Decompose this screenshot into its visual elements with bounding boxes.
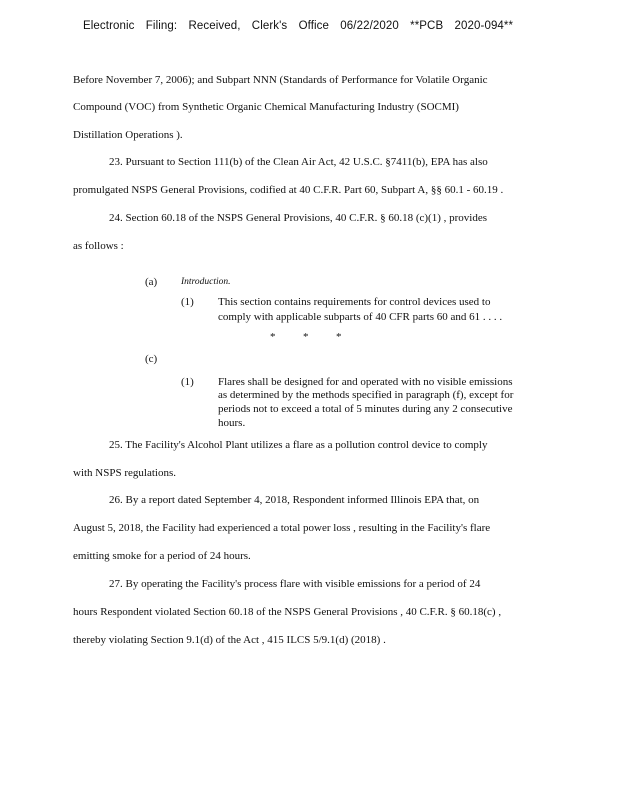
quote-c1-line-1: Flares shall be designed for and operated with no visible emissions [218,376,513,388]
para-25-line-1: 25. The Facility's Alcohol Plant utilizes a flare as a pollution control device to comply [109,439,488,451]
para-23-line-1: 23. Pursuant to Section 111(b) of the Clean Air Act, 42 U.S.C. §7411(b), EPA has also [109,156,488,168]
para-26-line-3: emitting smoke for a period of 24 hours. [73,550,251,562]
quote-a1-label: (1) [181,296,194,308]
para-23-line-2: promulgated NSPS General Provisions, codified at 40 C.F.R. Part 60, Subpart A, §§ 60.1 - 60.19 . [73,184,504,196]
quote-ellipsis: * * * [270,331,342,343]
para-27-line-2: hours Respondent violated Section 60.18 of the NSPS General Provisions , 40 C.F.R. § 60.18(c) , [73,606,502,618]
para-25-line-2: with NSPS regulations. [73,467,176,479]
quote-a1-line-1: This section contains requirements for control devices used to [218,296,491,308]
para-26-line-2: August 5, 2018, the Facility had experienced a total power loss , resulting in the Facility's flare [73,522,491,534]
para-24-line-2: as follows : [73,240,124,252]
para-24-line-1: 24. Section 60.18 of the NSPS General Provisions, 40 C.F.R. § 60.18 (c)(1) , provides [109,212,487,224]
quote-c1-line-3: periods not to exceed a total of 5 minutes during any 2 consecutive [218,403,513,415]
intro-line-3: Distillation Operations ). [73,129,183,141]
quote-c1-label: (1) [181,376,194,388]
quote-a-label: (a) [145,276,158,288]
quote-c1-line-4: hours. [218,417,246,429]
page-header: Electronic Filing: Received, Clerk's Office 06/22/2020 **PCB 2020-094** [83,20,514,32]
quote-c-label: (c) [145,353,158,365]
intro-line-2: Compound (VOC) from Synthetic Organic Chemical Manufacturing Industry (SOCMI) [73,101,459,113]
para-26-line-1: 26. By a report dated September 4, 2018, Respondent informed Illinois EPA that, on [109,494,480,506]
quote-c1-line-2: as determined by the methods specified in paragraph (f), except for [218,389,514,401]
para-27-line-3: thereby violating Section 9.1(d) of the Act , 415 ILCS 5/9.1(d) (2018) . [73,634,386,646]
para-27-line-1: 27. By operating the Facility's process flare with visible emissions for a period of 24 [109,578,481,590]
intro-line-1: Before November 7, 2006); and Subpart NNN (Standards of Performance for Volatile Organic [73,74,488,86]
quote-a1-line-2: comply with applicable subparts of 40 CFR parts 60 and 61 . . . . [218,311,503,323]
quote-a-title: Introduction. [181,277,231,287]
